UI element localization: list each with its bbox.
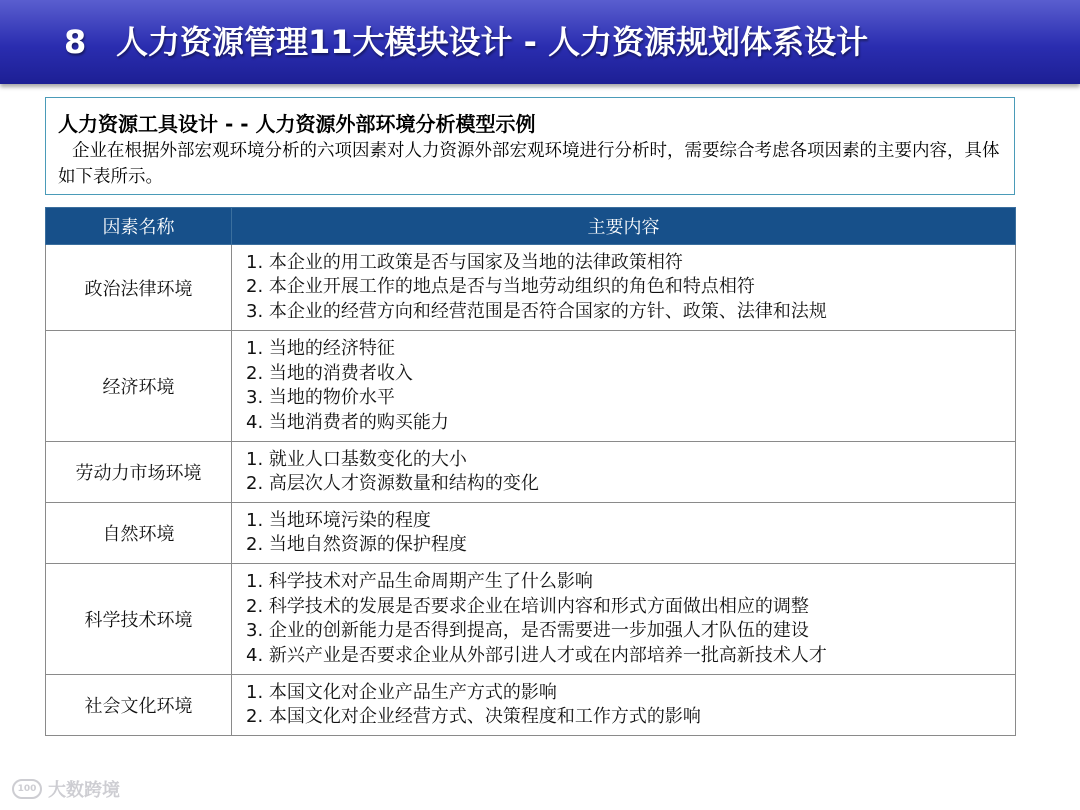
column-header-content: 主要内容 xyxy=(232,208,1016,245)
content-item: 3. 企业的创新能力是否得到提高，是否需要进一步加强人才队伍的建设 xyxy=(246,620,809,641)
content-item: 1. 当地环境污染的程度 xyxy=(246,509,431,531)
table-header-row xyxy=(46,208,1016,245)
factor-content-cell xyxy=(232,245,1016,331)
content-item: 1. 就业人口基数变化的大小 xyxy=(246,448,467,470)
content-item: 1. 本企业的用工政策是否与国家及当地的法律政策相符 xyxy=(246,251,683,273)
factor-name-cell: 经济环境 xyxy=(46,331,232,442)
factor-name-cell: 政治法律环境 xyxy=(46,245,232,331)
content-item: 3. 本企业的经营方向和经营范围是否符合国家的方针、政策、法律和法规 xyxy=(246,300,827,322)
content-item: 4. 当地消费者的购买能力 xyxy=(246,411,449,433)
factor-table xyxy=(45,207,1016,736)
table-row xyxy=(46,331,1016,442)
factor-content-cell xyxy=(232,331,1016,442)
column-header-factor: 因素名称 xyxy=(46,208,232,245)
factor-name-cell: 社会文化环境 xyxy=(46,675,232,736)
section-number: 8 xyxy=(64,23,87,61)
watermark-logo-icon: 100 xyxy=(12,779,42,799)
page-title xyxy=(64,22,868,62)
content-item: 2. 高层次人才资源数量和结构的变化 xyxy=(246,473,539,494)
content-item: 3. 当地的物价水平 xyxy=(246,387,395,408)
intro-text: 企业在根据外部宏观环境分析的六项因素对人力资源外部宏观环境进行分析时，需要综合考虑各项因素的主要内容，具体如下表所示。 xyxy=(58,141,1000,187)
table-row xyxy=(46,442,1016,503)
factor-content-cell xyxy=(232,442,1016,503)
factor-content-cell xyxy=(232,503,1016,564)
content-item: 2. 当地的消费者收入 xyxy=(246,362,413,384)
section-title: 人力资源管理11大模块设计 - 人力资源规划体系设计 xyxy=(116,23,869,61)
table-row xyxy=(46,503,1016,564)
table-row xyxy=(46,564,1016,675)
content-item: 2. 本企业开展工作的地点是否与当地劳动组织的角色和特点相符 xyxy=(246,276,755,298)
table-row xyxy=(46,675,1016,736)
content-item: 2. 当地自然资源的保护程度 xyxy=(246,534,467,555)
content-item: 1. 当地的经济特征 xyxy=(246,338,395,359)
factor-name-cell: 科学技术环境 xyxy=(46,564,232,675)
table-row xyxy=(46,245,1016,331)
intro-box xyxy=(45,97,1015,195)
factor-name-cell: 劳动力市场环境 xyxy=(46,442,232,503)
content-item: 1. 本国文化对企业产品生产方式的影响 xyxy=(246,681,557,703)
watermark-text: 大数跨境 xyxy=(48,780,120,801)
watermark xyxy=(12,776,120,802)
factor-content-cell xyxy=(232,675,1016,736)
factor-content-cell xyxy=(232,564,1016,675)
content-item: 2. 科学技术的发展是否要求企业在培训内容和形式方面做出相应的调整 xyxy=(246,595,809,617)
intro-heading: 人力资源工具设计 - - 人力资源外部环境分析模型示例 xyxy=(58,112,536,136)
content-item: 2. 本国文化对企业经营方式、决策程度和工作方式的影响 xyxy=(246,706,701,727)
content-item: 4. 新兴产业是否要求企业从外部引进人才或在内部培养一批高新技术人才 xyxy=(246,644,827,666)
header-bar xyxy=(0,0,1080,84)
table-body xyxy=(46,245,1016,736)
factor-name-cell: 自然环境 xyxy=(46,503,232,564)
content-item: 1. 科学技术对产品生命周期产生了什么影响 xyxy=(246,571,593,592)
